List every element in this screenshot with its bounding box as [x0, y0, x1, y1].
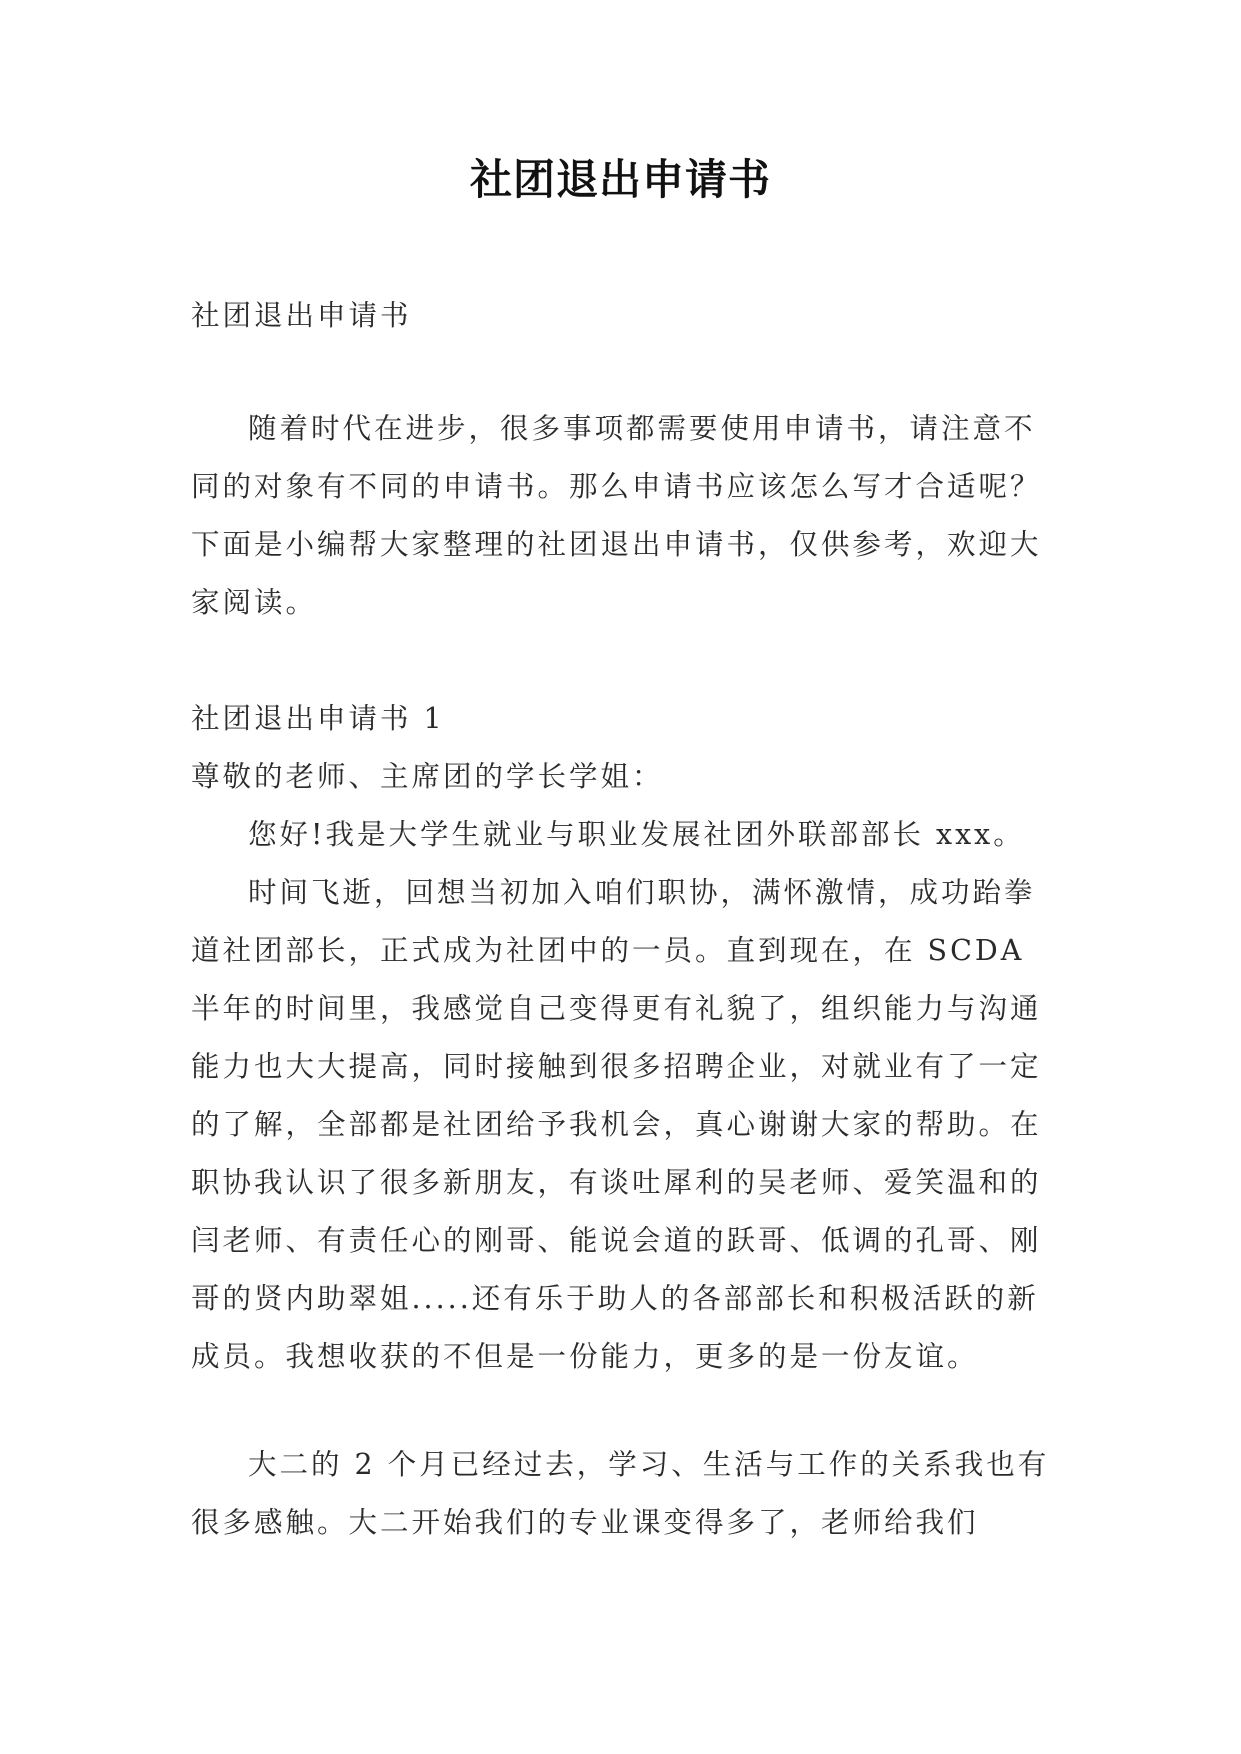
intro-paragraph: 随着时代在进步，很多事项都需要使用申请书，请注意不同的对象有不同的申请书。那么申请书应该怎么写才合适呢？下面是小编帮大家整理的社团退出申请书，仅供参考，欢迎大家阅读。 — [191, 412, 1042, 619]
letter-salutation: 尊敬的老师、主席团的学长学姐： — [191, 760, 664, 793]
letter-paragraph: 大二的 2 个月已经过去，学习、生活与工作的关系我也有很多感触。大二开始我们的专业课变得多了，老师给我们 — [191, 1448, 1050, 1539]
document-subtitle: 社团退出申请书 — [191, 299, 412, 332]
letter-paragraph: 您好!我是大学生就业与职业发展社团外联部部长 xxx。 — [248, 818, 1025, 851]
document-title: 社团退出申请书 — [469, 155, 771, 204]
letter-paragraph: 时间飞逝，回想当初加入咱们职协，满怀激情，成功跆拳道社团部长，正式成为社团中的一员。直到现在，在 SCDA 半年的时间里，我感觉自己变得更有礼貌了，组织能力与沟通能力也大大提高，同时接触到很多招聘企业，对就业有了一定的了解，全部都是社团给予我机会，真心谢谢大家的帮助。在职协我认识了很多新朋友，有谈吐犀利的吴老师、爱笑温和的闫老师、有责任心的刚哥、能说会道的跃哥、低调的孔哥、刚哥的贤内助翠姐.....还有乐于助人的各部部长和积极活跃的新成员。我想收获的不但是一份能力，更多的是一份友谊。 — [191, 876, 1042, 1373]
section-heading: 社团退出申请书 1 — [191, 702, 445, 735]
